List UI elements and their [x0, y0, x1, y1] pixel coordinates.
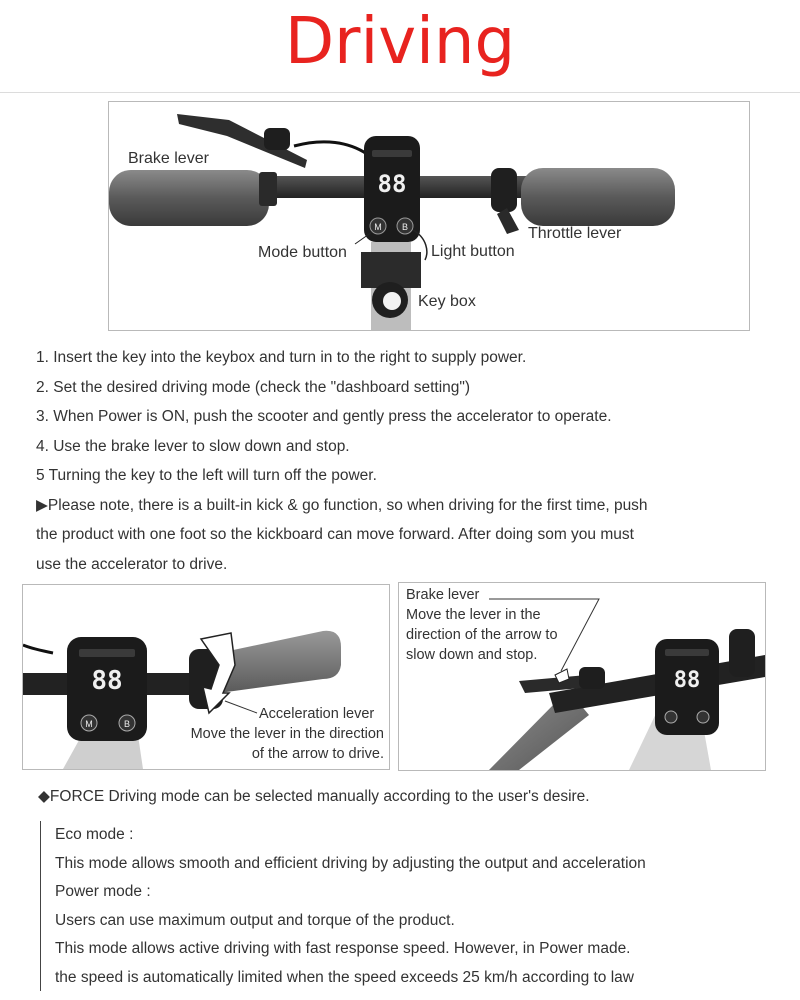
mode-button-glyph: M	[374, 222, 382, 232]
throttle-lever	[729, 629, 755, 677]
brake-lever-label: Brake lever	[128, 150, 209, 167]
mode-description: the speed is automatically limited when the speed exceeds 25 km/h according to law	[55, 968, 634, 986]
acceleration-instruction-line: Move the lever in the direction	[190, 726, 384, 742]
light-button-label: Light button	[431, 243, 515, 260]
mode-description: This mode allows smooth and efficient driving by adjusting the output and acceleration	[55, 854, 646, 872]
mode-description: This mode allows active driving with fast response speed. However, in Power made.	[55, 940, 631, 957]
left-grip	[109, 170, 269, 226]
acceleration-lever-title: Acceleration lever	[259, 706, 375, 722]
display-digits: 88	[673, 668, 701, 693]
mode-description: Users can use maximum output and torque of the product.	[55, 911, 455, 929]
mode-button	[665, 711, 677, 723]
throttle-lever-label: Throttle lever	[528, 225, 622, 242]
step-line: 5 Turning the key to the left will turn off the power.	[36, 467, 377, 484]
brake-instruction-line: slow down and stop.	[406, 647, 538, 663]
mode-button-glyph: M	[85, 719, 93, 729]
light-button-glyph: B	[401, 222, 409, 232]
instruction-steps	[36, 343, 786, 579]
brake-instruction-line: Move the lever in the	[406, 607, 541, 623]
key-box-label: Key box	[418, 293, 476, 310]
mode-heading: Eco mode :	[55, 826, 134, 843]
acceleration-lever-illustration	[22, 584, 390, 770]
display-digits: 88	[377, 170, 407, 198]
acceleration-instruction-line: of the arrow to drive.	[251, 746, 384, 762]
note-line: the product with one foot so the kickboard can move forward. After doing som you must	[36, 526, 634, 543]
page-title: Driving	[284, 5, 516, 79]
throttle-lever	[491, 168, 517, 212]
mode-button-label: Mode button	[258, 244, 347, 261]
note-line: ▶Please note, there is a built-in kick & go function, so when driving for the first time, push	[36, 496, 648, 514]
right-grip	[521, 168, 675, 226]
handlebar-illustration	[108, 101, 750, 331]
brake-instruction-line: direction of the arrow to	[406, 627, 558, 643]
note-line: use the accelerator to drive.	[36, 555, 228, 573]
brake-lever-title: Brake lever	[406, 587, 480, 603]
step-line: 3. When Power is ON, push the scooter and gently press the accelerator to operate.	[36, 408, 612, 425]
right-grip	[219, 631, 341, 693]
brake-lever-illustration	[398, 582, 766, 771]
mode-heading: Power mode :	[55, 883, 151, 900]
step-line: 4. Use the brake lever to slow down and stop.	[36, 437, 350, 455]
title-divider	[0, 92, 800, 93]
step-line: 2. Set the desired driving mode (check the "dashboard setting")	[36, 378, 471, 396]
light-button	[697, 711, 709, 723]
force-mode-note: ◆FORCE Driving mode can be selected manually according to the user's desire.	[38, 788, 590, 805]
driving-modes	[40, 821, 795, 991]
light-button-glyph: B	[123, 719, 131, 729]
step-line: 1. Insert the key into the keybox and turn in to the right to supply power.	[36, 349, 527, 366]
display-digits: 88	[91, 666, 123, 696]
